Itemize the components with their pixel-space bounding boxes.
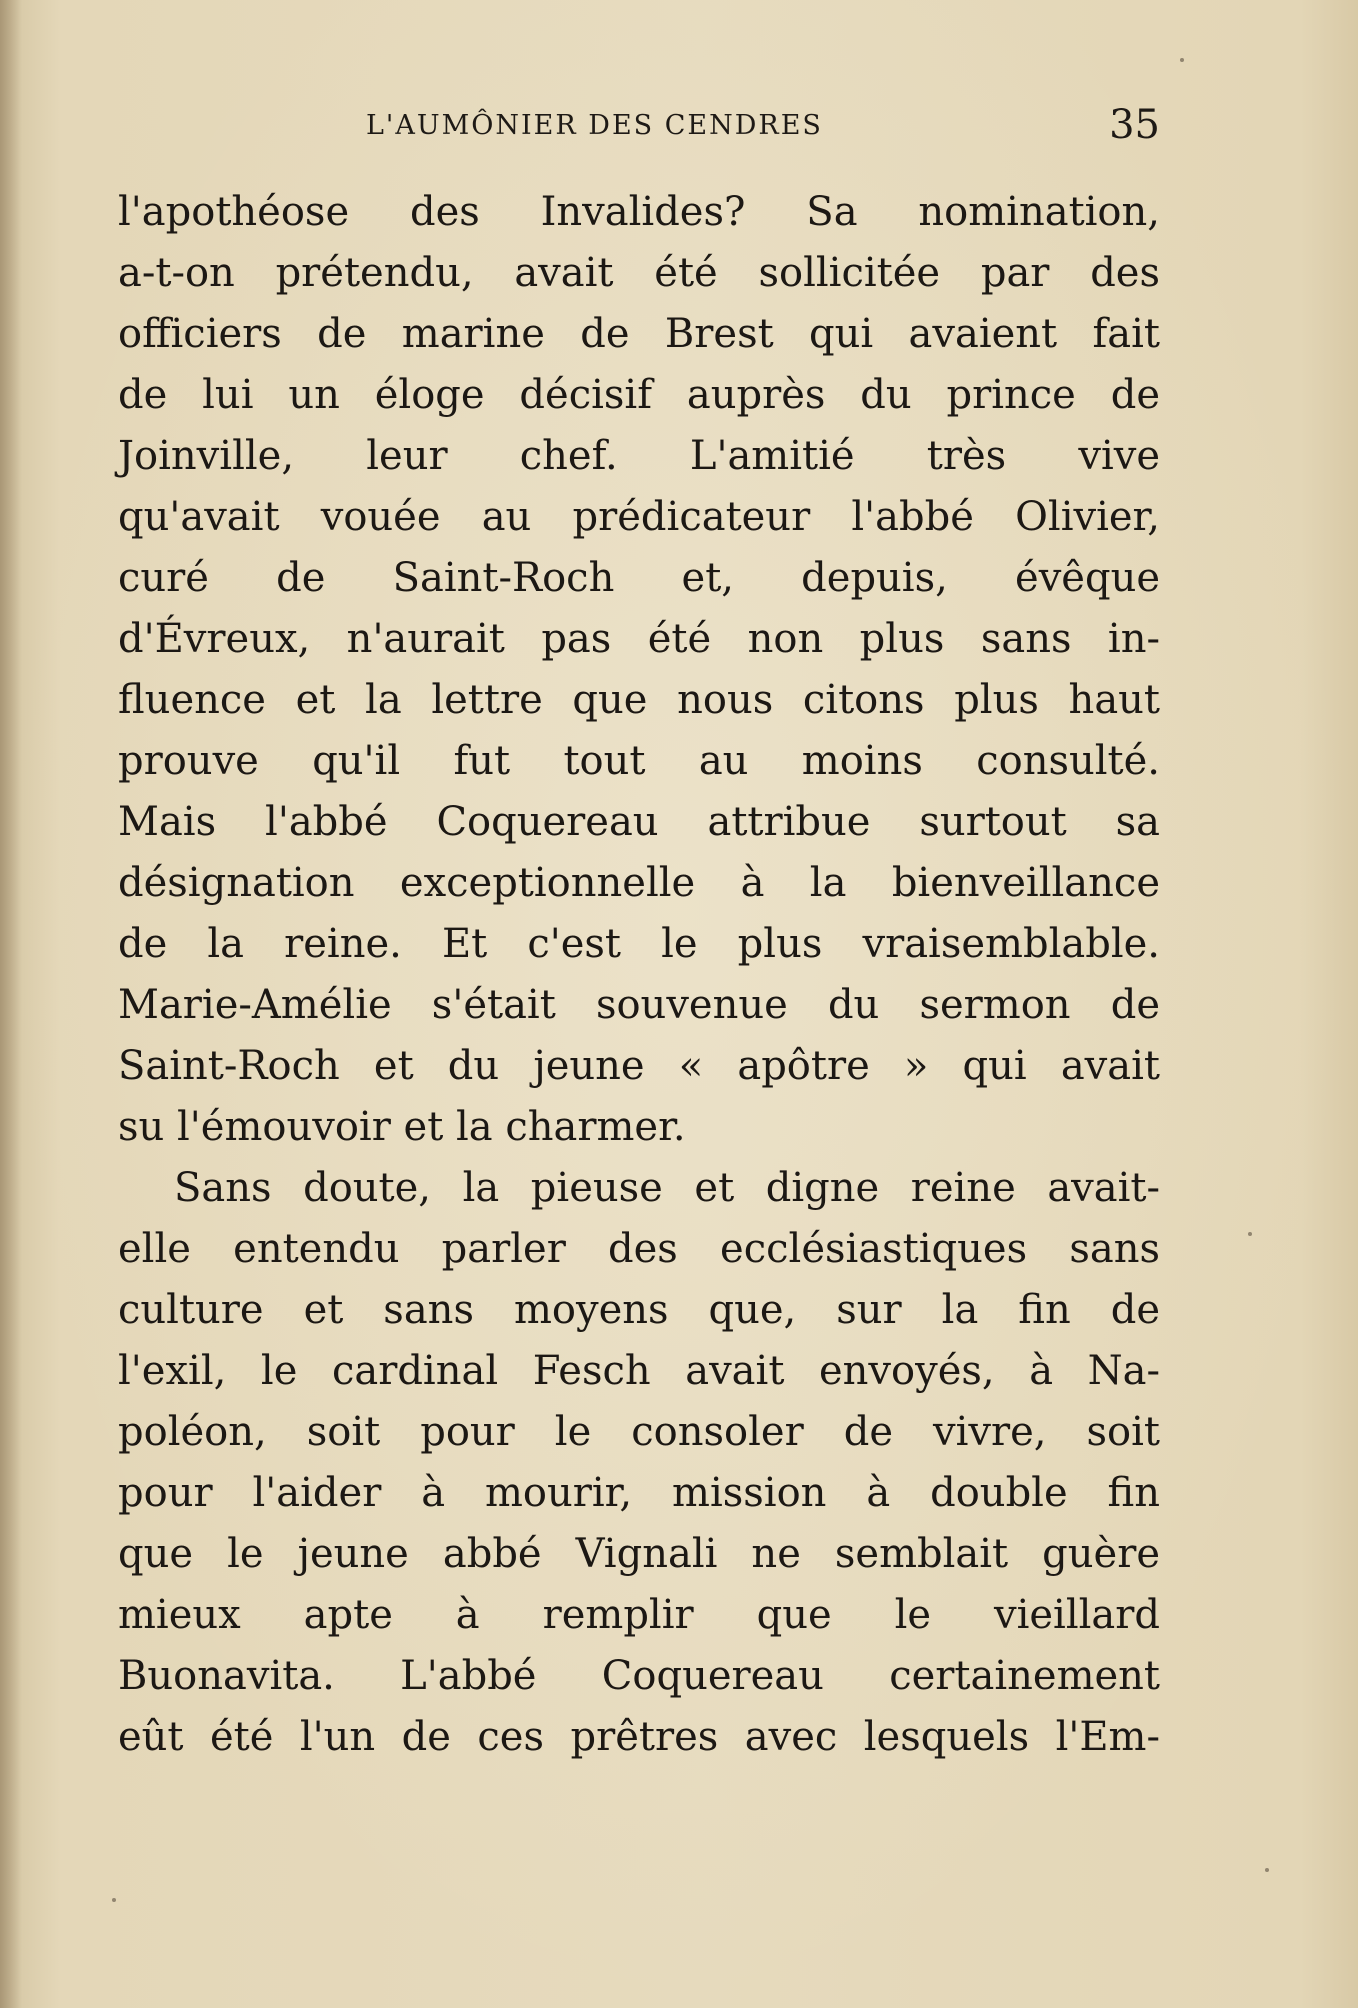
spine-shadow [0,0,22,2008]
body-text [118,182,1160,1768]
paper-speck [1265,1868,1269,1872]
running-head: L'AUMÔNIER DES CENDRES [366,110,823,141]
text-line: qu'avait vouée au prédicateur l'abbé Olivier, [118,494,1160,540]
text-line: Marie-Amélie s'était souvenue du sermon de [118,982,1160,1028]
text-line: prouve qu'il fut tout au moins consulté. [118,738,1160,784]
page-header [118,100,1160,160]
text-line: d'Évreux, n'aurait pas été non plus sans in- [118,616,1160,662]
paragraph-start-line: Sans doute, la pieuse et digne reine avait- [174,1165,1160,1211]
text-line: fluence et la lettre que nous citons plus haut [118,677,1160,723]
text-line: que le jeune abbé Vignali ne semblait guère [118,1531,1160,1577]
paragraph-end-line: su l'émouvoir et la charmer. [118,1104,686,1150]
text-line: mieux apte à remplir que le vieillard [118,1592,1160,1638]
text-line: curé de Saint-Roch et, depuis, évêque [118,555,1160,601]
text-line: Mais l'abbé Coquereau attribue surtout sa [118,799,1160,845]
text-line: poléon, soit pour le consoler de vivre, soit [118,1409,1160,1455]
text-line: culture et sans moyens que, sur la fin de [118,1287,1160,1333]
page-number: 35 [1109,102,1160,148]
text-line: Joinville, leur chef. L'amitié très vive [118,433,1160,479]
text-line: l'exil, le cardinal Fesch avait envoyés, à Na- [118,1348,1160,1394]
text-line: l'apothéose des Invalides? Sa nomination, [118,189,1160,235]
text-line: elle entendu parler des ecclésiastiques sans [118,1226,1160,1272]
text-line: Saint-Roch et du jeune « apôtre » qui avait [118,1043,1160,1089]
text-line: pour l'aider à mourir, mission à double fin [118,1470,1160,1516]
text-line: désignation exceptionnelle à la bienveillance [118,860,1160,906]
text-line: a-t-on prétendu, avait été sollicitée par des [118,250,1160,296]
text-line: de la reine. Et c'est le plus vraisemblable. [118,921,1160,967]
text-line: eût été l'un de ces prêtres avec lesquels l'Em- [118,1714,1160,1760]
text-line: Buonavita. L'abbé Coquereau certainement [118,1653,1160,1699]
paper-speck [112,1898,116,1902]
text-line: de lui un éloge décisif auprès du prince de [118,372,1160,418]
paper-speck [1248,1232,1252,1236]
text-line: officiers de marine de Brest qui avaient fait [118,311,1160,357]
paper-speck [1180,58,1184,62]
